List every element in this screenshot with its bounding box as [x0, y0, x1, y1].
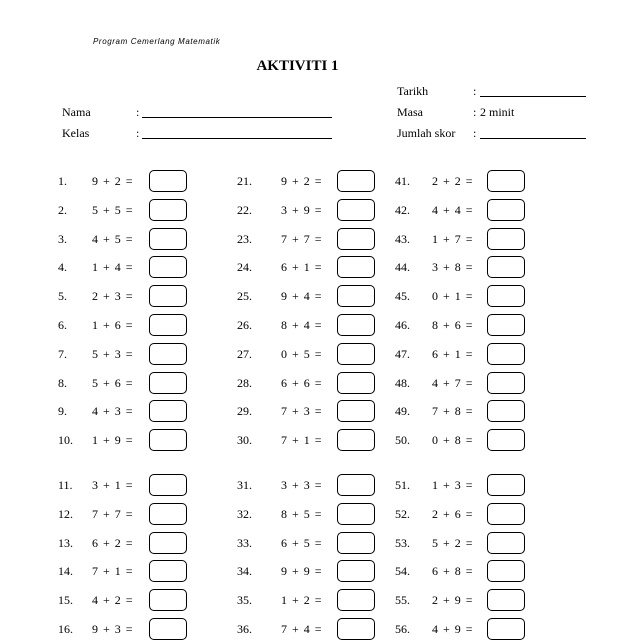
answer-box[interactable] — [487, 589, 525, 611]
tarikh-field[interactable] — [480, 84, 586, 97]
question-row — [237, 170, 377, 194]
answer-box[interactable] — [337, 503, 375, 525]
answer-box[interactable] — [487, 228, 525, 250]
question-expression: 4 + 5 = — [92, 231, 134, 246]
kelas-colon: : — [136, 126, 140, 140]
question-number: 14. — [58, 564, 73, 579]
question-number: 55. — [395, 593, 410, 608]
question-row — [58, 372, 198, 396]
question-row — [237, 532, 377, 556]
question-row — [395, 314, 535, 338]
tarikh-colon: : — [473, 84, 477, 98]
question-row — [237, 285, 377, 309]
answer-box[interactable] — [487, 256, 525, 278]
question-expression: 9 + 3 = — [92, 622, 134, 636]
answer-box[interactable] — [337, 314, 375, 336]
tarikh-label: Tarikh — [397, 84, 429, 98]
question-number: 1. — [58, 174, 67, 188]
question-number: 43. — [395, 231, 410, 246]
question-row — [237, 618, 377, 642]
question-number: 29. — [237, 404, 252, 419]
answer-box[interactable] — [149, 228, 187, 250]
question-expression: 8 + 4 = — [281, 318, 323, 332]
question-expression: 7 + 7 = — [281, 231, 323, 246]
question-number: 6. — [58, 318, 67, 332]
question-row — [395, 228, 535, 252]
question-number: 33. — [237, 535, 252, 550]
question-row — [58, 400, 198, 424]
question-number: 28. — [237, 375, 252, 390]
answer-box[interactable] — [337, 256, 375, 278]
answer-box[interactable] — [149, 618, 187, 640]
answer-box[interactable] — [149, 343, 187, 365]
question-expression: 4 + 9 = — [432, 622, 474, 636]
question-number: 21. — [237, 174, 252, 188]
question-number: 2. — [58, 202, 67, 217]
question-number: 9. — [58, 404, 67, 419]
question-number: 27. — [237, 346, 252, 361]
nama-field[interactable] — [142, 105, 332, 118]
question-row — [237, 560, 377, 584]
question-number: 12. — [58, 506, 73, 521]
question-row — [237, 503, 377, 527]
program-header: Program Cemerlang Matematik — [93, 37, 221, 46]
question-number: 25. — [237, 289, 252, 304]
question-row — [395, 618, 535, 642]
question-row — [58, 199, 198, 223]
nama-colon: : — [136, 105, 140, 119]
answer-box[interactable] — [487, 503, 525, 525]
question-row — [395, 372, 535, 396]
answer-box[interactable] — [337, 343, 375, 365]
jumlah-skor-colon: : — [473, 126, 477, 140]
jumlah-skor-label: Jumlah skor — [397, 126, 456, 140]
answer-box[interactable] — [337, 400, 375, 422]
question-row — [58, 503, 198, 527]
question-expression: 0 + 8 = — [432, 433, 474, 448]
answer-box[interactable] — [487, 170, 525, 192]
question-number: 8. — [58, 375, 67, 390]
question-number: 30. — [237, 433, 252, 448]
question-row — [58, 560, 198, 584]
question-expression: 1 + 6 = — [92, 318, 134, 332]
question-expression: 7 + 1 = — [281, 433, 323, 448]
answer-box[interactable] — [149, 503, 187, 525]
answer-box[interactable] — [487, 400, 525, 422]
question-number: 26. — [237, 318, 252, 332]
question-number: 3. — [58, 231, 67, 246]
masa-label: Masa — [397, 105, 423, 119]
question-number: 23. — [237, 231, 252, 246]
question-row — [58, 474, 198, 498]
question-number: 35. — [237, 593, 252, 608]
question-row — [58, 589, 198, 613]
question-number: 56. — [395, 622, 410, 636]
question-row — [58, 256, 198, 280]
answer-box[interactable] — [487, 314, 525, 336]
answer-box[interactable] — [337, 199, 375, 221]
question-number: 45. — [395, 289, 410, 304]
question-row — [237, 228, 377, 252]
question-number: 47. — [395, 346, 410, 361]
question-row — [58, 429, 198, 453]
answer-box[interactable] — [487, 429, 525, 451]
question-expression: 3 + 8 = — [432, 260, 474, 275]
question-expression: 4 + 3 = — [92, 404, 134, 419]
answer-box[interactable] — [149, 474, 187, 496]
question-expression: 9 + 2 = — [92, 174, 134, 188]
answer-box[interactable] — [149, 589, 187, 611]
question-number: 51. — [395, 478, 410, 492]
answer-box[interactable] — [149, 314, 187, 336]
question-expression: 5 + 6 = — [92, 375, 134, 390]
question-number: 31. — [237, 478, 252, 492]
question-expression: 7 + 8 = — [432, 404, 474, 419]
question-row — [58, 532, 198, 556]
question-expression: 2 + 6 = — [432, 506, 474, 521]
question-number: 24. — [237, 260, 252, 275]
question-expression: 4 + 7 = — [432, 375, 474, 390]
question-number: 54. — [395, 564, 410, 579]
question-row — [395, 503, 535, 527]
answer-box[interactable] — [487, 474, 525, 496]
question-expression: 9 + 9 = — [281, 564, 323, 579]
answer-box[interactable] — [149, 170, 187, 192]
question-number: 49. — [395, 404, 410, 419]
answer-box[interactable] — [149, 256, 187, 278]
question-expression: 1 + 4 = — [92, 260, 134, 275]
question-row — [237, 314, 377, 338]
question-row — [237, 429, 377, 453]
answer-box[interactable] — [337, 474, 375, 496]
question-row — [395, 474, 535, 498]
question-expression: 1 + 9 = — [92, 433, 134, 448]
question-number: 42. — [395, 202, 410, 217]
question-number: 53. — [395, 535, 410, 550]
question-row — [395, 199, 535, 223]
question-expression: 3 + 3 = — [281, 478, 323, 492]
question-expression: 0 + 5 = — [281, 346, 323, 361]
answer-box[interactable] — [337, 285, 375, 307]
question-expression: 3 + 1 = — [92, 478, 134, 492]
masa-value: 2 minit — [480, 105, 515, 119]
question-number: 16. — [58, 622, 73, 636]
question-expression: 5 + 5 = — [92, 202, 134, 217]
question-row — [237, 199, 377, 223]
question-row — [395, 343, 535, 367]
question-row — [237, 256, 377, 280]
question-expression: 9 + 2 = — [281, 174, 323, 188]
question-expression: 1 + 2 = — [281, 593, 323, 608]
question-number: 34. — [237, 564, 252, 579]
answer-box[interactable] — [337, 589, 375, 611]
question-row — [58, 343, 198, 367]
question-expression: 6 + 5 = — [281, 535, 323, 550]
question-number: 36. — [237, 622, 252, 636]
question-row — [395, 560, 535, 584]
question-row — [395, 589, 535, 613]
question-row — [395, 256, 535, 280]
question-expression: 5 + 3 = — [92, 346, 134, 361]
page-title: AKTIVITI 1 — [256, 58, 339, 74]
question-row — [237, 343, 377, 367]
question-expression: 8 + 6 = — [432, 318, 474, 332]
answer-box[interactable] — [149, 285, 187, 307]
question-number: 50. — [395, 433, 410, 448]
question-expression: 2 + 2 = — [432, 174, 474, 188]
question-row — [58, 228, 198, 252]
kelas-field[interactable] — [142, 126, 332, 139]
question-number: 10. — [58, 433, 73, 448]
question-number: 44. — [395, 260, 410, 275]
question-expression: 9 + 4 = — [281, 289, 323, 304]
question-row — [58, 170, 198, 194]
jumlah-skor-field[interactable] — [480, 126, 586, 139]
nama-label: Nama — [62, 105, 91, 119]
question-expression: 6 + 1 = — [281, 260, 323, 275]
answer-box[interactable] — [337, 532, 375, 554]
question-expression: 7 + 7 = — [92, 506, 134, 521]
answer-box[interactable] — [487, 560, 525, 582]
question-expression: 4 + 4 = — [432, 202, 474, 217]
question-number: 52. — [395, 506, 410, 521]
question-number: 15. — [58, 593, 73, 608]
question-expression: 1 + 3 = — [432, 478, 474, 492]
answer-box[interactable] — [337, 372, 375, 394]
question-number: 48. — [395, 375, 410, 390]
question-expression: 6 + 1 = — [432, 346, 474, 361]
question-number: 22. — [237, 202, 252, 217]
question-row — [58, 285, 198, 309]
answer-box[interactable] — [337, 429, 375, 451]
answer-box[interactable] — [487, 343, 525, 365]
question-expression: 7 + 1 = — [92, 564, 134, 579]
question-number: 5. — [58, 289, 67, 304]
answer-box[interactable] — [149, 560, 187, 582]
question-expression: 6 + 8 = — [432, 564, 474, 579]
answer-box[interactable] — [149, 199, 187, 221]
question-row — [395, 429, 535, 453]
question-number: 46. — [395, 318, 410, 332]
question-number: 11. — [58, 478, 73, 492]
answer-box[interactable] — [149, 400, 187, 422]
answer-box[interactable] — [337, 170, 375, 192]
question-number: 7. — [58, 346, 67, 361]
question-row — [237, 372, 377, 396]
question-expression: 6 + 2 = — [92, 535, 134, 550]
question-expression: 6 + 6 = — [281, 375, 323, 390]
question-number: 13. — [58, 535, 73, 550]
question-expression: 3 + 9 = — [281, 202, 323, 217]
answer-box[interactable] — [337, 618, 375, 640]
question-row — [395, 285, 535, 309]
question-row — [237, 589, 377, 613]
question-number: 32. — [237, 506, 252, 521]
question-expression: 7 + 4 = — [281, 622, 323, 636]
question-row — [58, 314, 198, 338]
question-number: 4. — [58, 260, 67, 275]
question-row — [58, 618, 198, 642]
answer-box[interactable] — [149, 429, 187, 451]
question-expression: 2 + 3 = — [92, 289, 134, 304]
question-row — [395, 170, 535, 194]
kelas-label: Kelas — [62, 126, 90, 140]
question-expression: 8 + 5 = — [281, 506, 323, 521]
answer-box[interactable] — [487, 532, 525, 554]
answer-box[interactable] — [487, 285, 525, 307]
answer-box[interactable] — [149, 532, 187, 554]
question-expression: 2 + 9 = — [432, 593, 474, 608]
answer-box[interactable] — [149, 372, 187, 394]
question-row — [237, 474, 377, 498]
answer-box[interactable] — [337, 560, 375, 582]
question-number: 41. — [395, 174, 410, 188]
question-expression: 4 + 2 = — [92, 593, 134, 608]
answer-box[interactable] — [487, 199, 525, 221]
question-expression: 0 + 1 = — [432, 289, 474, 304]
question-expression: 1 + 7 = — [432, 231, 474, 246]
question-expression: 5 + 2 = — [432, 535, 474, 550]
masa-colon: : — [473, 105, 477, 119]
question-expression: 7 + 3 = — [281, 404, 323, 419]
answer-box[interactable] — [487, 372, 525, 394]
question-row — [237, 400, 377, 424]
question-row — [395, 400, 535, 424]
question-row — [395, 532, 535, 556]
answer-box[interactable] — [337, 228, 375, 250]
answer-box[interactable] — [487, 618, 525, 640]
